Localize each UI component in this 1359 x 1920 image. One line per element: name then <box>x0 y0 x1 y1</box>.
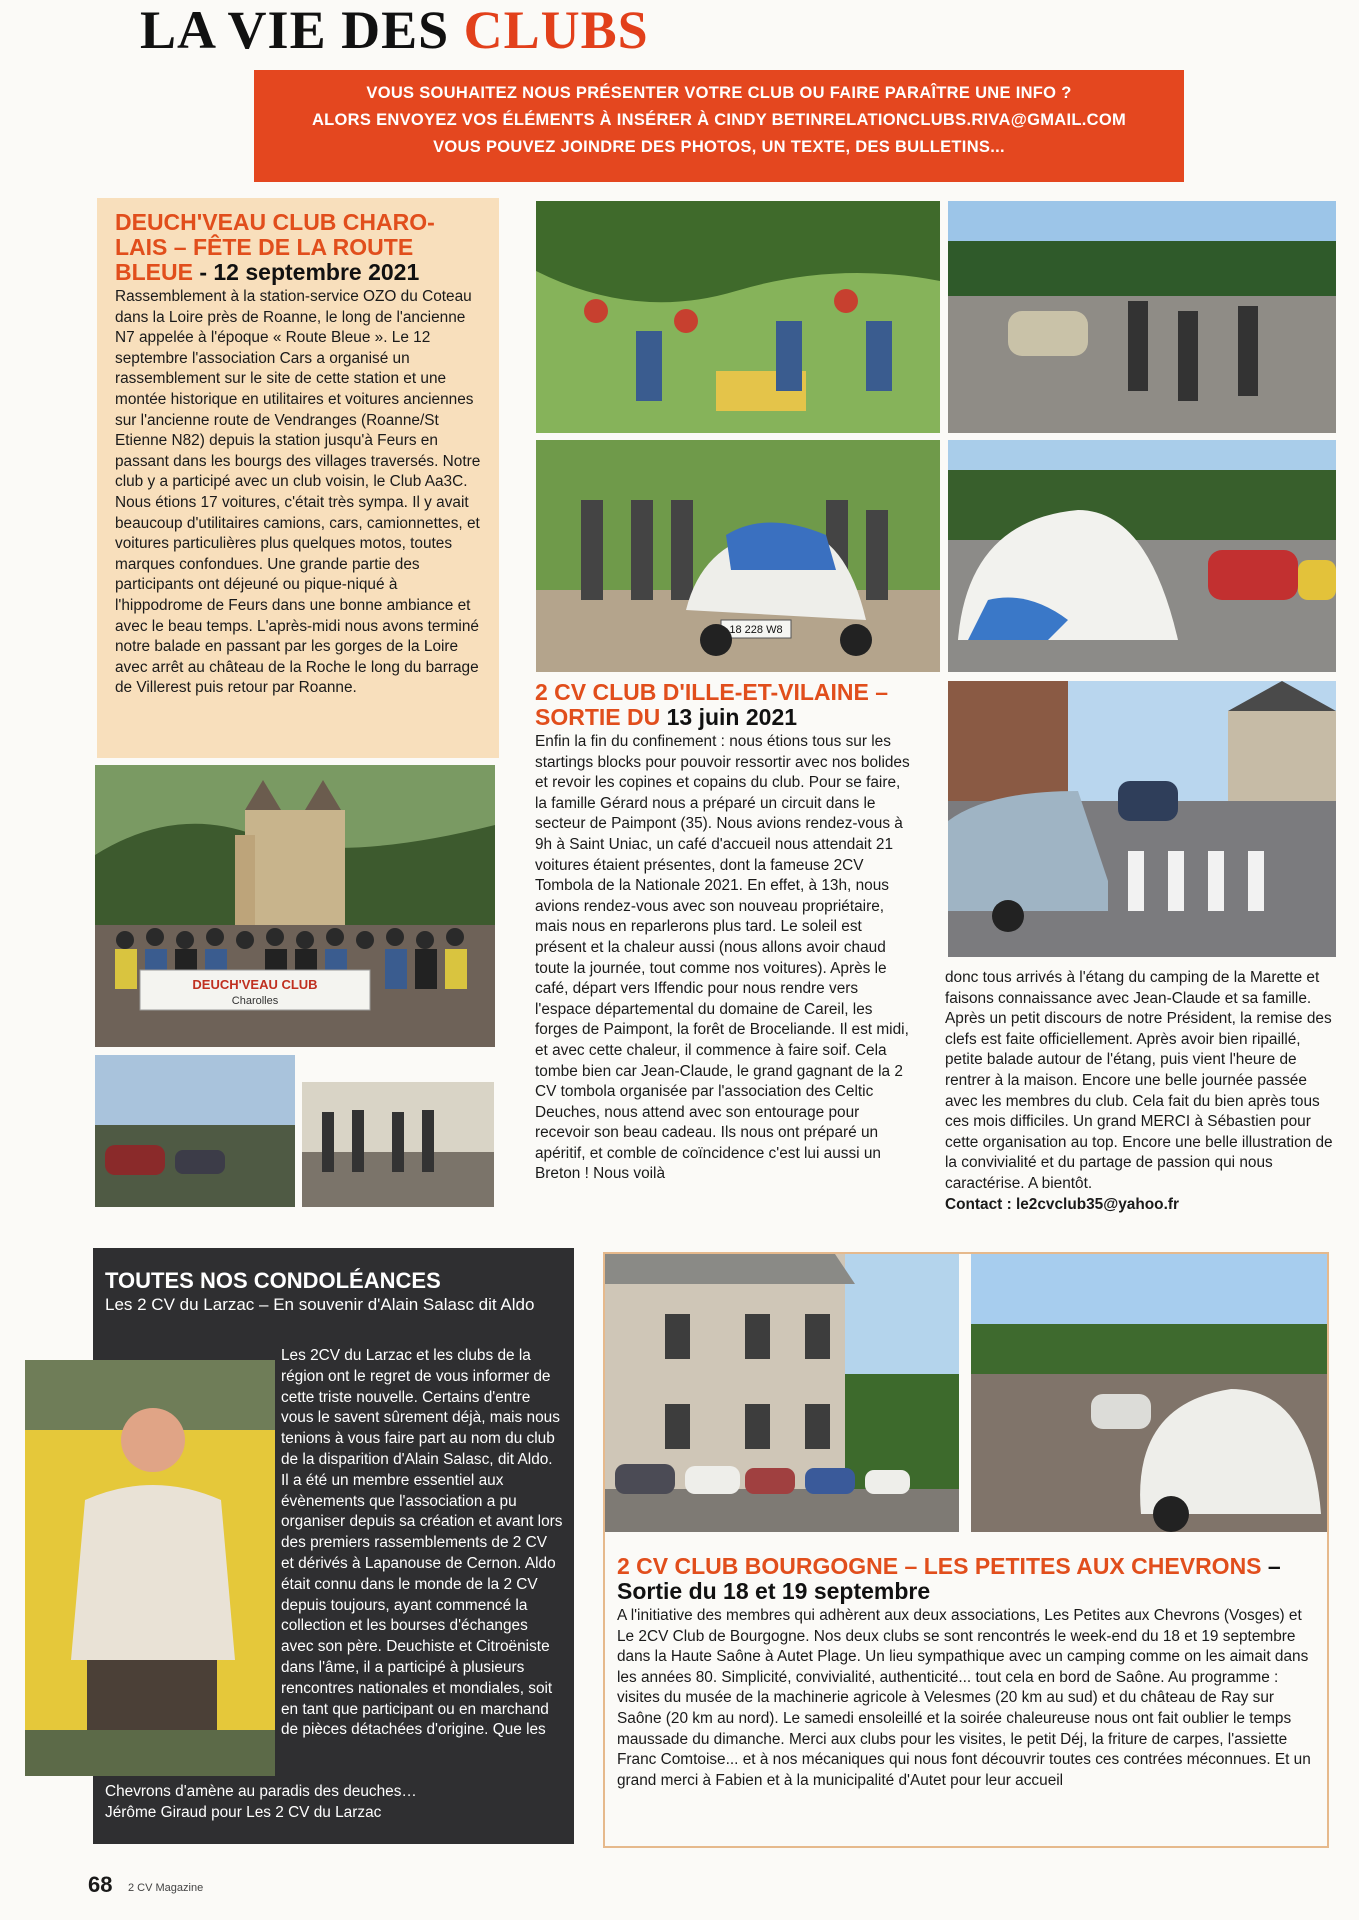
photo-castle-group <box>95 765 495 1047</box>
article1-date: - 12 septembre 2021 <box>199 259 420 285</box>
photo-village-street <box>948 681 1336 957</box>
title-part2: CLUBS <box>463 0 649 60</box>
banner-line: VOUS POUVEZ JOINDRE DES PHOTOS, UN TEXTE, DES BULLETINS... <box>433 138 1005 156</box>
title-part1: LA VIE DES <box>140 0 450 60</box>
article2-body1: Enfin la fin du confinement : nous étions tous sur les startings blocks pour pouvoir ressortir avec nos bolides et revoir les copines et copains du club. Pour se faire, la famille Gérard nous a préparé un circuit dans le secteur de Paimpont (35). Nous avions rendez-vous à 9h à Saint Uniac, un café d'accueil nous attendait 21 voitures étaient présentes, dont la fameuse 2CV Tombola de la Nationale 2021. En effet, à 13h, nous avions rendez-vous avec son nouveau propriétaire, mais nous en reparlerons plus tard. Le soleil est présent et la chaleur aussi (nous allons avoir chaud toute la journée, tout comme nos voitures). Après le café, départ vers Iffendic pour nous rendre vers l'espace départemental du domaine de Careil, les forges de Paimpont, la forêt de Broceliande. Il est midi, et avec cette chaleur, il commence à faire soif. Cela tombe bien car Jean-Claude, le grand gagnant de la 2 CV tombola organisée par l'association des Celtic Deuches, nous attend avec son entourage pour recevoir son beau cadeau. Ils nous ont préparé un apéritif, et comble de coïncidence c'est lui aussi un Breton ! Nous voilà <box>535 733 910 1183</box>
article3-title: 2 CV CLUB BOURGOGNE – LES PETITES AUX CHEVRONS <box>617 1553 1262 1579</box>
article2-contact: Contact : le2cvclub35@yahoo.fr <box>945 1195 1179 1213</box>
condoleances-title: TOUTES NOS CONDOLÉANCES <box>105 1268 441 1293</box>
article3-body: A l'initiative des membres qui adhèrent aux deux associations, Les Petites aux Chevrons (Vosges) et Le 2CV Club de Bourgogne. Nos deux clubs se sont rencontrés le week-end du 18 et 19 septembre dans la Haute Saône à Autet Plage. Un lieu sympathique avec un camping comme on les aimait dans les années 80. Simplicité, convivialité, authenticité... tout cela en bord de Saône. Au programme : visites du musée de la machinerie agricole à Velesmes (20 km au sud) et du château de Ray sur Saône (20 km au nord). Le samedi ensoleillé et la soirée chaleureuse nous ont fait oublier le temps maussade du dimanche. Merci aux clubs pour les visites, le petit Déj, la friture de carpes, l'assiette Franc Comtoise... et à nos mécaniques qui nous font découvrir toutes ces contrées méconnues. Et un grand merci à Fabien et à la municipalité d'Autet pour leur accueil <box>617 1607 1311 1789</box>
group-banner-sub: Charolles <box>231 995 279 1007</box>
article1-heading <box>115 210 481 285</box>
article-ille-et-vilaine <box>535 680 915 1185</box>
magazine-name: 2 CV Magazine <box>128 1882 204 1894</box>
article1-body: Rassemblement à la station-service OZO du Coteau dans la Loire près de Roanne, le long de l'ancienne N7 appelée à l'époque « Route Bleue ». Le 12 septembre l'association Cars a organisé un rassemblement sur le site de cette station et une montée historique en utilitaires et voitures anciennes sur l'ancienne route de Vendranges (Roanne/St Etienne N82) depuis la station jusqu'à Feurs en passant dans les bourgs des villages traversés. Notre club y a participé avec un club voisin, le Club Aa3C. Nous étions 17 voitures, c'était très sympa. Il y avait beaucoup d'utilitaires camions, cars, camionnettes, et voitures particulières plus quelques motos, toutes marques confondues. Une grande partie des participants ont déjeuné ou pique-niqué à l'hippodrome de Feurs dans une bonne ambiance et avec le beau temps. L'après-midi nous avons terminé notre balade en passant par les gorges de la Loire avec arrêt au château de la Roche le long du barrage de Villerest puis retour par Roanne. <box>115 288 481 697</box>
photo-roadside-gathering <box>948 201 1336 433</box>
article-deuchveau <box>97 198 499 758</box>
photo-aldo-portrait <box>25 1360 275 1776</box>
article3-date: – Sortie du 18 et 19 septembre <box>617 1553 1281 1604</box>
license-plate: 18 228 W8 <box>729 624 783 636</box>
article2-heading <box>535 680 915 730</box>
article2-title: 2 CV CLUB D'ILLE-ET-VILAINE – SORTIE DU <box>535 679 889 730</box>
article2-continued <box>945 968 1335 1215</box>
article-bourgogne <box>603 1252 1329 1848</box>
condoleances-body: Les 2CV du Larzac et les clubs de la région ont le regret de vous informer de cette triste nouvelle. Certains d'entre vous le savent sûrement déjà, mais nous tenions à vous faire part au nom du club de la disparition d'Alain Salasc, dit Aldo. Il a été un membre essentiel aux évènements que l'association a pu organiser depuis sa création et avant lors des premiers rassemblements de 2 CV et dérivés à Lapanouse de Cernon. Aldo était connu dans le monde de la 2 CV depuis toujours, ayant commencé la collection et les bourses d'échanges avec son père. Deuchiste et Citroëniste dans l'âme, il a participé à plusieurs rencontres nationales et mondiales, soit en tant que participant ou en marchand de pièces détachées d'origine. Que les <box>281 1347 563 1739</box>
page-number: 68 <box>88 1872 113 1897</box>
photo-people-cars <box>302 1082 494 1207</box>
article2-date: 13 juin 2021 <box>666 704 798 730</box>
article2-body2: donc tous arrivés à l'étang du camping de la Marette et faisons connaissance avec Jean-Claude et sa famille. Après un petit discours de notre Président, la remise des clefs est faite officiellement. Après avoir bien ripaillé, petite balade autour de l'étang, puis vient l'heure de rentrer à la maison. Encore une belle journée passée avec les membres du club. Cela fait du bien après tous ces mois difficiles. Un grand MERCI à Sébastien pour cette organisation au top. Encore une belle illustration de la convivialité et du partage de passion qui nous caractérise. A bientôt. <box>945 969 1333 1192</box>
condoleances-subtitle: Les 2 CV du Larzac – En souvenir d'Alain Salasc dit Aldo <box>105 1295 535 1314</box>
banner-line: VOUS SOUHAITEZ NOUS PRÉSENTER VOTRE CLUB OU FAIRE PARAÎTRE UNE INFO ? <box>366 84 1072 102</box>
page-title <box>140 0 649 60</box>
photo-blue-2cv-group <box>536 440 940 672</box>
photo-white-2cv-road <box>948 440 1336 672</box>
condoleances-closing1: Chevrons d'amène au paradis des deuches… <box>105 1783 417 1800</box>
photo-convertible-road <box>971 1254 1327 1532</box>
photo-picnic-group <box>536 201 940 433</box>
contact-banner <box>254 70 1184 182</box>
condoleances-closing2: Jérôme Giraud pour Les 2 CV du Larzac <box>105 1803 382 1821</box>
article3-heading <box>617 1554 1317 1604</box>
banner-line: ALORS ENVOYEZ VOS ÉLÉMENTS À INSÉRER À CINDY BETINRELATIONCLUBS.RIVA@GMAIL.COM <box>311 111 1127 129</box>
article1-title: DEUCH'VEAU CLUB CHARO-LAIS – FÊTE DE LA ROUTE BLEUE <box>115 209 435 285</box>
photo-building-cars <box>605 1254 959 1532</box>
group-banner-text: DEUCH'VEAU CLUB <box>192 977 318 992</box>
photo-cars-field <box>95 1055 295 1207</box>
